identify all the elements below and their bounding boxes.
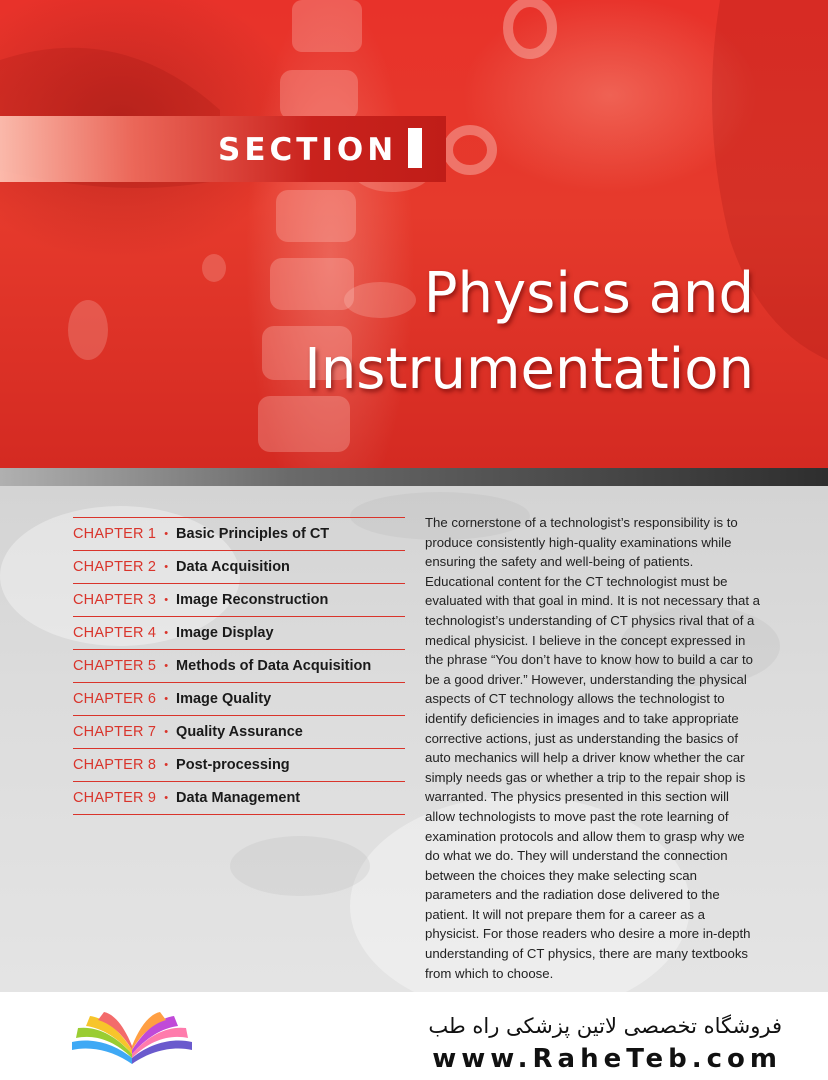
chapter-label: CHAPTER 4 xyxy=(73,625,157,641)
bullet-separator: • xyxy=(164,660,169,672)
bullet-separator: • xyxy=(164,759,169,771)
chapter-label: CHAPTER 2 xyxy=(73,559,157,575)
chapter-title: Data Acquisition xyxy=(176,559,290,575)
section-intro-text: The cornerstone of a technologist’s responsibility is to produce consistently high-quality examinations while ensuring the safety and well-being of patients. Educational content for the CT technologist must be evaluated with that goal in mind. It is not necessary that a technologist’s understanding of CT physics rival that of a medical physicist. I believe in the concept expressed in the phrase “You don’t have to know how to build a car to be a good driver.” However, understanding the physical aspects of CT technology allows the technologist to identify deficiencies in images and to take appropriate corrective actions, just as understanding the basics of auto mechanics will help a driver know whether the car simply needs gas or whether a trip to the repair shop is warranted. The physics presented in this section will allow technologists to move past the rote learning of examination protocols and allow them to grasp why we do what we do. They will understand the connection between the choices they make selecting scan parameters and the radiation dose delivered to the patient. It will not prepare them for a career as a physicist. For those readers who desire a more in-depth understanding of CT physics, there are many textbooks from which to choose. xyxy=(425,515,761,981)
chapter-row[interactable] xyxy=(73,782,405,815)
chapter-label: CHAPTER 8 xyxy=(73,757,157,773)
bullet-separator: • xyxy=(164,792,169,804)
chapter-label: CHAPTER 7 xyxy=(73,724,157,740)
section-banner xyxy=(0,0,828,468)
chapter-title: Basic Principles of CT xyxy=(176,526,330,542)
chapter-label: CHAPTER 9 xyxy=(73,790,157,806)
bullet-separator: • xyxy=(164,594,169,606)
section-title xyxy=(304,256,754,408)
bullet-separator: • xyxy=(164,528,169,540)
chapter-row[interactable] xyxy=(73,683,405,716)
bullet-separator: • xyxy=(164,693,169,705)
store-url-link[interactable]: www.RaheTeb.com xyxy=(432,1044,782,1074)
section-number xyxy=(408,128,422,168)
chapter-label: CHAPTER 5 xyxy=(73,658,157,674)
banner-divider-stripe xyxy=(0,468,828,486)
chapter-row[interactable] xyxy=(73,716,405,749)
chapter-title: Data Management xyxy=(176,790,301,806)
chapter-title: Post-processing xyxy=(176,757,290,773)
bullet-separator: • xyxy=(164,726,169,738)
section-label: SECTION xyxy=(218,132,398,168)
chapter-row[interactable] xyxy=(73,584,405,617)
chapter-title: Image Quality xyxy=(176,691,272,707)
chapter-row[interactable] xyxy=(73,551,405,584)
chapter-label: CHAPTER 1 xyxy=(73,526,157,542)
chapter-row[interactable] xyxy=(73,650,405,683)
chapter-row[interactable] xyxy=(73,518,405,551)
bullet-separator: • xyxy=(164,627,169,639)
chapter-title: Methods of Data Acquisition xyxy=(176,658,372,674)
chapter-list xyxy=(73,517,405,815)
chapter-title: Quality Assurance xyxy=(176,724,303,740)
chapter-row[interactable] xyxy=(73,749,405,782)
section-title-line-2: Instrumentation xyxy=(304,337,754,402)
chapter-label: CHAPTER 3 xyxy=(73,592,157,608)
chapter-title: Image Display xyxy=(176,625,274,641)
bullet-separator: • xyxy=(164,561,169,573)
chapter-row[interactable] xyxy=(73,617,405,650)
store-name: فروشگاه تخصصی لاتین پزشکی راه طب xyxy=(428,1014,782,1038)
open-book-logo-icon xyxy=(68,1012,196,1064)
chapter-title: Image Reconstruction xyxy=(176,592,329,608)
section-title-line-1: Physics and xyxy=(423,261,754,326)
chapter-label: CHAPTER 6 xyxy=(73,691,157,707)
